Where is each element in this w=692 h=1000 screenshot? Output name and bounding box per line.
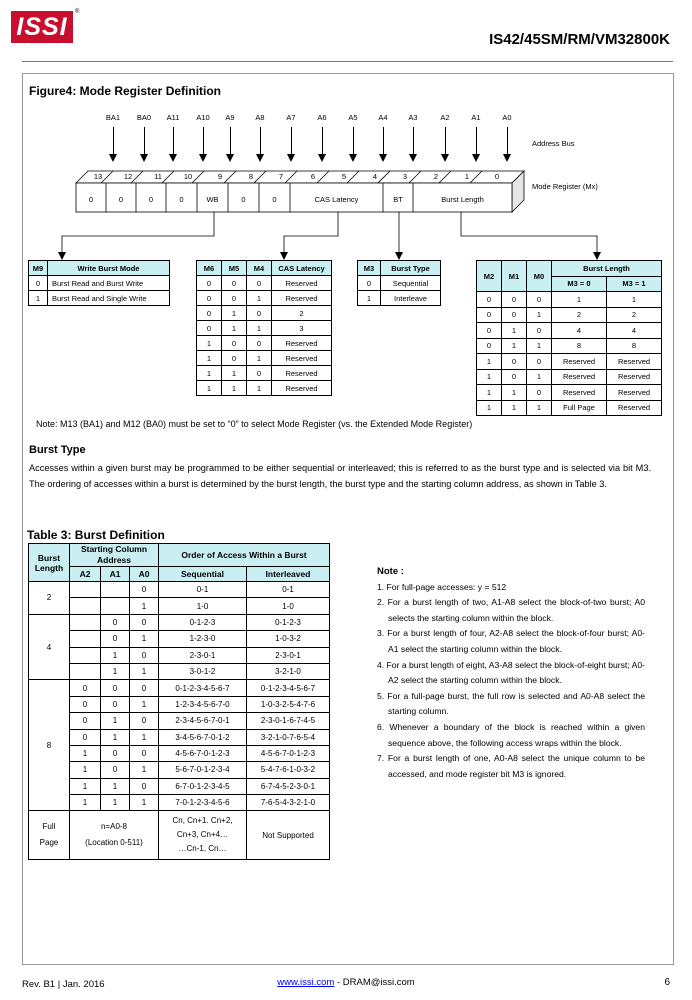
burst-cell: 1	[130, 631, 159, 647]
cas-cell: 0	[247, 276, 272, 291]
burst-cell: 0	[130, 745, 159, 761]
burst-cell	[70, 663, 101, 679]
burst-cell: 1	[70, 762, 101, 778]
burst-cell: 3-4-5-6-7-0-1-2	[159, 729, 247, 745]
burst-cell: 1	[101, 778, 130, 794]
bl-cell: Full Page	[552, 400, 607, 416]
note-item: 6. Whenever a boundary of the block is reached within a given sequence above, the following access wraps within the block.	[377, 721, 645, 748]
cas-header-m5: M5	[222, 261, 247, 276]
full-page-sequential	[159, 811, 247, 860]
burst-cell: 1	[70, 795, 101, 811]
bit-number: 6	[310, 172, 316, 181]
bl-cell: 0	[502, 307, 527, 323]
burst-cell: 0	[130, 614, 159, 630]
page-number: 6	[664, 977, 670, 988]
burst-cell: 1	[130, 598, 159, 614]
cas-cell: 0	[247, 336, 272, 351]
cas-cell: 0	[197, 306, 222, 321]
notes-title: Note :	[377, 566, 404, 577]
cas-cell: 0	[197, 291, 222, 306]
cas-cell: 1	[197, 381, 222, 396]
bl-cell: Reserved	[607, 385, 662, 401]
table-row	[477, 400, 662, 416]
table-row	[358, 291, 441, 306]
bl-cell: 0	[527, 292, 552, 308]
burst-cell: 3-2-1-0-7-6-5-4	[247, 729, 330, 745]
burst-cell: 4-5-6-7-0-1-2-3	[247, 745, 330, 761]
table-row	[29, 598, 330, 614]
burst-cell: 1-0	[247, 598, 330, 614]
cas-cell: 0	[222, 351, 247, 366]
note-item: 1. For full-page accesses: y = 512	[377, 581, 507, 592]
table-row	[29, 291, 170, 306]
bus-label: A2	[440, 113, 450, 122]
bl-header-m0: M0	[527, 261, 552, 292]
burst-type-paragraph	[29, 460, 651, 492]
cas-cell: 1	[197, 366, 222, 381]
bt-cell: Interleave	[381, 291, 441, 306]
burst-cell: 0	[130, 647, 159, 663]
registered-mark: ®	[75, 9, 80, 15]
burst-cell: 1	[130, 696, 159, 712]
table-row	[29, 631, 330, 647]
burst-cell: 2-3-0-1	[247, 647, 330, 663]
t3-header-burst-length: Burst Length	[29, 544, 70, 582]
bit-number: 3	[402, 172, 408, 181]
bus-label: BA0	[136, 113, 152, 122]
full-page-interleaved: Not Supported	[247, 811, 330, 860]
burst-length-cell: 4	[29, 614, 70, 680]
table-row	[29, 795, 330, 811]
bl-header-m2: M2	[477, 261, 502, 292]
cas-cell: Reserved	[272, 336, 332, 351]
table-row	[197, 276, 332, 291]
bl-cell: 1	[527, 307, 552, 323]
register-field: 0	[179, 195, 184, 204]
burst-cell: 1	[101, 729, 130, 745]
bl-cell: 0	[527, 323, 552, 339]
register-field: WB	[206, 195, 219, 204]
bt-header-m3: M3	[358, 261, 381, 276]
cas-cell: 1	[247, 381, 272, 396]
burst-cell: 0-1	[247, 582, 330, 598]
bit-number: 4	[372, 172, 378, 181]
mode-register-note: Note: M13 (BA1) and M12 (BA0) must be set to “0” to select Mode Register (vs. the Extended Mode Register)	[36, 419, 473, 429]
cas-cell: 0	[197, 321, 222, 336]
table-row	[477, 323, 662, 339]
burst-cell: 0	[101, 696, 130, 712]
t3-header-start-col: Starting Column Address	[70, 544, 159, 567]
bus-label: A4	[378, 113, 388, 122]
table-row	[358, 276, 441, 291]
bus-label: A6	[317, 113, 327, 122]
table-row	[29, 276, 170, 291]
t3-header-a2: A2	[70, 567, 101, 582]
register-field: Burst Length	[441, 195, 484, 204]
footer-contact	[0, 977, 692, 988]
register-field: 0	[118, 195, 124, 204]
burst-cell: 0	[130, 778, 159, 794]
table-row	[29, 663, 330, 679]
wb-cell: 0	[29, 276, 48, 291]
burst-cell: 1-0-3-2	[247, 631, 330, 647]
burst-length-cell: 8	[29, 680, 70, 811]
burst-cell	[101, 582, 130, 598]
register-field: 0	[241, 195, 246, 204]
table-row	[29, 762, 330, 778]
burst-cell: 5-4-7-6-1-0-3-2	[247, 762, 330, 778]
table-row	[197, 321, 332, 336]
bl-cell: 1	[502, 385, 527, 401]
burst-cell: 0	[130, 680, 159, 696]
burst-cell: 0-1-2-3	[247, 614, 330, 630]
bus-label: A3	[408, 113, 418, 122]
bl-cell: 0	[502, 354, 527, 370]
full-len-line: Page	[39, 838, 59, 848]
burst-cell: 4-5-6-7-0-1-2-3	[159, 745, 247, 761]
write-burst-mode-table	[28, 260, 170, 306]
issi-website-link[interactable]: www.issi.com	[277, 977, 335, 988]
wb-cell: Burst Read and Single Write	[48, 291, 170, 306]
cas-cell: 1	[222, 306, 247, 321]
bl-cell: Reserved	[607, 369, 662, 385]
bl-cell: 4	[607, 323, 662, 339]
note-item: 5. For a full-page burst, the full row is selected and A0-A8 select the starting column.	[377, 690, 645, 717]
t3-header-a0: A0	[130, 567, 159, 582]
bl-cell: 1	[527, 338, 552, 354]
bit-number: 2	[433, 172, 439, 181]
burst-cell: 7-6-5-4-3-2-1-0	[247, 795, 330, 811]
bit-number: 10	[183, 172, 193, 181]
cas-cell: 1	[247, 351, 272, 366]
burst-cell: 0-1-2-3	[159, 614, 247, 630]
bl-cell: 1	[477, 369, 502, 385]
table-row	[29, 680, 330, 696]
mode-register-diagram	[0, 0, 692, 270]
burst-cell: 3-2-1-0	[247, 663, 330, 679]
burst-cell: 0	[70, 713, 101, 729]
full-seq-line: …Cn-1, Cn…	[178, 844, 227, 854]
burst-length-table	[476, 260, 662, 416]
footer-separator: -	[334, 977, 343, 988]
table-row	[29, 713, 330, 729]
wb-header-mode: Write Burst Mode	[48, 261, 170, 276]
table-row	[197, 381, 332, 396]
bl-cell: 0	[477, 292, 502, 308]
table-row	[477, 385, 662, 401]
full-page-length	[29, 811, 70, 860]
register-field: 0	[148, 195, 154, 204]
bl-cell: 1	[477, 400, 502, 416]
burst-cell: 0-1-2-3-4-5-6-7	[247, 680, 330, 696]
cas-cell: 0	[222, 336, 247, 351]
burst-cell: 1	[101, 663, 130, 679]
bus-label: A7	[286, 113, 296, 122]
table3-notes	[377, 564, 645, 782]
bl-header-m3-0: M3 = 0	[552, 276, 607, 292]
table-row	[29, 729, 330, 745]
table-row	[29, 745, 330, 761]
footer-email: DRAM@issi.com	[342, 977, 415, 988]
bus-label: A5	[348, 113, 358, 122]
bl-cell: 1	[527, 369, 552, 385]
table-row	[29, 811, 330, 860]
burst-length-cell: 2	[29, 582, 70, 615]
full-page-address	[70, 811, 159, 860]
cas-cell: 1	[247, 291, 272, 306]
table3-title: Table 3: Burst Definition	[27, 528, 165, 542]
bl-cell: Reserved	[552, 369, 607, 385]
cas-cell: 0	[197, 276, 222, 291]
cas-header-m6: M6	[197, 261, 222, 276]
t3-header-sequential: Sequential	[159, 567, 247, 582]
burst-cell: 2-3-4-5-6-7-0-1	[159, 713, 247, 729]
cas-cell: 0	[222, 291, 247, 306]
cas-cell: 1	[197, 351, 222, 366]
burst-cell: 3-0-1-2	[159, 663, 247, 679]
full-addr-line: (Location 0-511)	[85, 838, 143, 848]
burst-cell: 1	[101, 795, 130, 811]
burst-cell: 1	[70, 778, 101, 794]
bit-number: 12	[123, 172, 133, 181]
bl-cell: 0	[502, 369, 527, 385]
bl-cell: 1	[502, 338, 527, 354]
burst-cell: 0	[101, 614, 130, 630]
bl-header-burst-length: Burst Length	[552, 261, 662, 277]
table-row	[29, 614, 330, 630]
bl-header-m1: M1	[502, 261, 527, 292]
note-item: 7. For a burst length of one, A0-A8 select the unique column to be accessed, and mode register bit M3 is ignored.	[377, 753, 645, 779]
bit-number: 8	[248, 172, 254, 181]
cas-header-latency: CAS Latency	[272, 261, 332, 276]
table-row	[197, 291, 332, 306]
bl-cell: Reserved	[552, 385, 607, 401]
full-len-line: Full	[42, 822, 56, 832]
bl-cell: 0	[527, 354, 552, 370]
burst-cell: 2-3-0-1	[159, 647, 247, 663]
address-bus-label: Address Bus	[532, 139, 575, 148]
burst-cell: 0	[130, 582, 159, 598]
table-row	[29, 696, 330, 712]
burst-cell: 1	[70, 745, 101, 761]
bl-cell: 0	[477, 323, 502, 339]
bl-cell: 4	[552, 323, 607, 339]
burst-cell: 1	[130, 795, 159, 811]
wb-header-m9: M9	[29, 261, 48, 276]
register-field: 0	[272, 195, 277, 204]
register-field: CAS Latency	[314, 195, 359, 204]
table-row	[477, 292, 662, 308]
full-addr-line: n=A0-8	[100, 822, 128, 832]
bl-cell: 1	[527, 400, 552, 416]
bit-number: 1	[464, 172, 470, 181]
bl-cell: 0	[527, 385, 552, 401]
burst-cell	[70, 582, 101, 598]
issi-logo: ISSI	[11, 11, 73, 43]
table-row	[477, 369, 662, 385]
wb-cell: Burst Read and Burst Write	[48, 276, 170, 291]
bl-cell: 2	[607, 307, 662, 323]
burst-cell: 0	[101, 631, 130, 647]
burst-cell: 0	[101, 680, 130, 696]
bus-label: A9	[225, 113, 235, 122]
bt-cell: Sequential	[381, 276, 441, 291]
burst-cell: 1	[130, 762, 159, 778]
note-item: 2. For a burst length of two, A1-A8 select the block-of-two burst; A0 selects the starting column within the block.	[377, 597, 645, 623]
burst-cell	[101, 598, 130, 614]
bus-label: A0	[502, 113, 512, 122]
full-seq-line: Cn, Cn+1. Cn+2,	[172, 816, 233, 826]
cas-cell: 1	[222, 366, 247, 381]
bl-cell: Reserved	[607, 354, 662, 370]
part-number: IS42/45SM/RM/VM32800K	[489, 31, 670, 48]
figure-title: Figure4: Mode Register Definition	[29, 84, 222, 98]
cas-cell: 1	[247, 321, 272, 336]
bit-number: 11	[154, 172, 162, 181]
bus-label: A10	[196, 113, 210, 122]
table-row	[197, 366, 332, 381]
burst-cell: 1	[101, 647, 130, 663]
cas-latency-table	[196, 260, 332, 396]
cas-header-m4: M4	[247, 261, 272, 276]
register-field: BT	[393, 195, 403, 204]
burst-cell: 1-0	[159, 598, 247, 614]
burst-cell: 7-0-1-2-3-4-5-6	[159, 795, 247, 811]
bl-cell: 2	[552, 307, 607, 323]
bit-number: 0	[494, 172, 500, 181]
burst-type-table	[357, 260, 441, 306]
bl-cell: Reserved	[607, 400, 662, 416]
bt-cell: 0	[358, 276, 381, 291]
table-row	[197, 306, 332, 321]
burst-cell: 1	[130, 729, 159, 745]
cas-cell: Reserved	[272, 381, 332, 396]
burst-cell	[70, 614, 101, 630]
cas-cell: 3	[272, 321, 332, 336]
table-row	[29, 778, 330, 794]
burst-definition-table	[28, 543, 330, 860]
footer-revision: Rev. B1 | Jan. 2016	[22, 979, 105, 990]
bl-cell: 0	[477, 338, 502, 354]
burst-type-text: Accesses within a given burst may be programmed to be either sequential or interleaved; this is referred to as the burst type and is selected via bit M3. The ordering of accesses within a burst is determined by the burst length, the burst type and the starting column address, as shown in Table 3.	[29, 463, 651, 489]
cas-cell: 1	[222, 321, 247, 336]
burst-cell: 0	[70, 680, 101, 696]
cas-cell: 0	[247, 306, 272, 321]
burst-cell: 5-6-7-0-1-2-3-4	[159, 762, 247, 778]
cas-cell: Reserved	[272, 291, 332, 306]
table-row	[477, 354, 662, 370]
mode-register-label: Mode Register (Mx)	[532, 182, 598, 191]
burst-cell: 1-2-3-4-5-6-7-0	[159, 696, 247, 712]
bl-header-m3-1: M3 = 1	[607, 276, 662, 292]
burst-cell: 1	[101, 713, 130, 729]
bus-label: A1	[471, 113, 481, 122]
cas-cell: Reserved	[272, 366, 332, 381]
table-row	[477, 307, 662, 323]
register-field: 0	[88, 195, 94, 204]
bus-label: A8	[255, 113, 265, 122]
bl-cell: Reserved	[552, 354, 607, 370]
burst-type-heading: Burst Type	[29, 444, 86, 456]
cas-cell: Reserved	[272, 351, 332, 366]
bl-cell: 1	[477, 354, 502, 370]
cas-cell: Reserved	[272, 276, 332, 291]
burst-cell: 0	[130, 713, 159, 729]
bl-cell: 0	[477, 307, 502, 323]
burst-cell: 0	[70, 696, 101, 712]
full-seq-line: Cn+3, Cn+4…	[176, 830, 229, 840]
bl-cell: 1	[477, 385, 502, 401]
bt-header-type: Burst Type	[381, 261, 441, 276]
table-row	[29, 582, 330, 598]
note-item: 4. For a burst length of eight, A3-A8 select the block-of-eight burst; A0-A2 select the starting column within the block.	[377, 659, 645, 686]
burst-cell: 1-2-3-0	[159, 631, 247, 647]
table-row	[197, 336, 332, 351]
burst-cell	[70, 631, 101, 647]
bt-cell: 1	[358, 291, 381, 306]
burst-cell: 2-3-0-1-6-7-4-5	[247, 713, 330, 729]
bl-cell: 0	[502, 292, 527, 308]
burst-cell: 1	[130, 663, 159, 679]
bus-label: BA1	[105, 113, 121, 122]
bit-number: 5	[341, 172, 347, 181]
cas-cell: 0	[222, 276, 247, 291]
bl-cell: 1	[607, 292, 662, 308]
bl-cell: 1	[552, 292, 607, 308]
table-row	[29, 647, 330, 663]
note-item: 3. For a burst length of four, A2-A8 select the block-of-four burst; A0-A1 select the starting column within the block.	[377, 628, 645, 654]
bit-number: 13	[93, 172, 103, 181]
burst-cell: 1-0-3-2-5-4-7-6	[247, 696, 330, 712]
burst-cell: 0	[101, 745, 130, 761]
burst-cell: 6-7-0-1-2-3-4-5	[159, 778, 247, 794]
burst-cell	[70, 598, 101, 614]
cas-cell: 1	[197, 336, 222, 351]
burst-cell: 0	[101, 762, 130, 778]
burst-cell: 0	[70, 729, 101, 745]
bl-cell: 8	[607, 338, 662, 354]
table-row	[197, 351, 332, 366]
bl-cell: 1	[502, 323, 527, 339]
cas-cell: 2	[272, 306, 332, 321]
burst-cell: 0-1-2-3-4-5-6-7	[159, 680, 247, 696]
burst-cell: 6-7-4-5-2-3-0-1	[247, 778, 330, 794]
bl-cell: 1	[502, 400, 527, 416]
bl-cell: 8	[552, 338, 607, 354]
cas-cell: 0	[247, 366, 272, 381]
notes-list	[377, 580, 645, 783]
t3-header-interleaved: Interleaved	[247, 567, 330, 582]
bit-number: 7	[278, 172, 284, 181]
bit-number: 9	[217, 172, 223, 181]
bus-label: A11	[166, 113, 180, 122]
burst-cell: 0-1	[159, 582, 247, 598]
wb-cell: 1	[29, 291, 48, 306]
t3-header-a1: A1	[101, 567, 130, 582]
t3-header-order: Order of Access Within a Burst	[159, 544, 330, 567]
cas-cell: 1	[222, 381, 247, 396]
table-row	[477, 338, 662, 354]
burst-cell	[70, 647, 101, 663]
